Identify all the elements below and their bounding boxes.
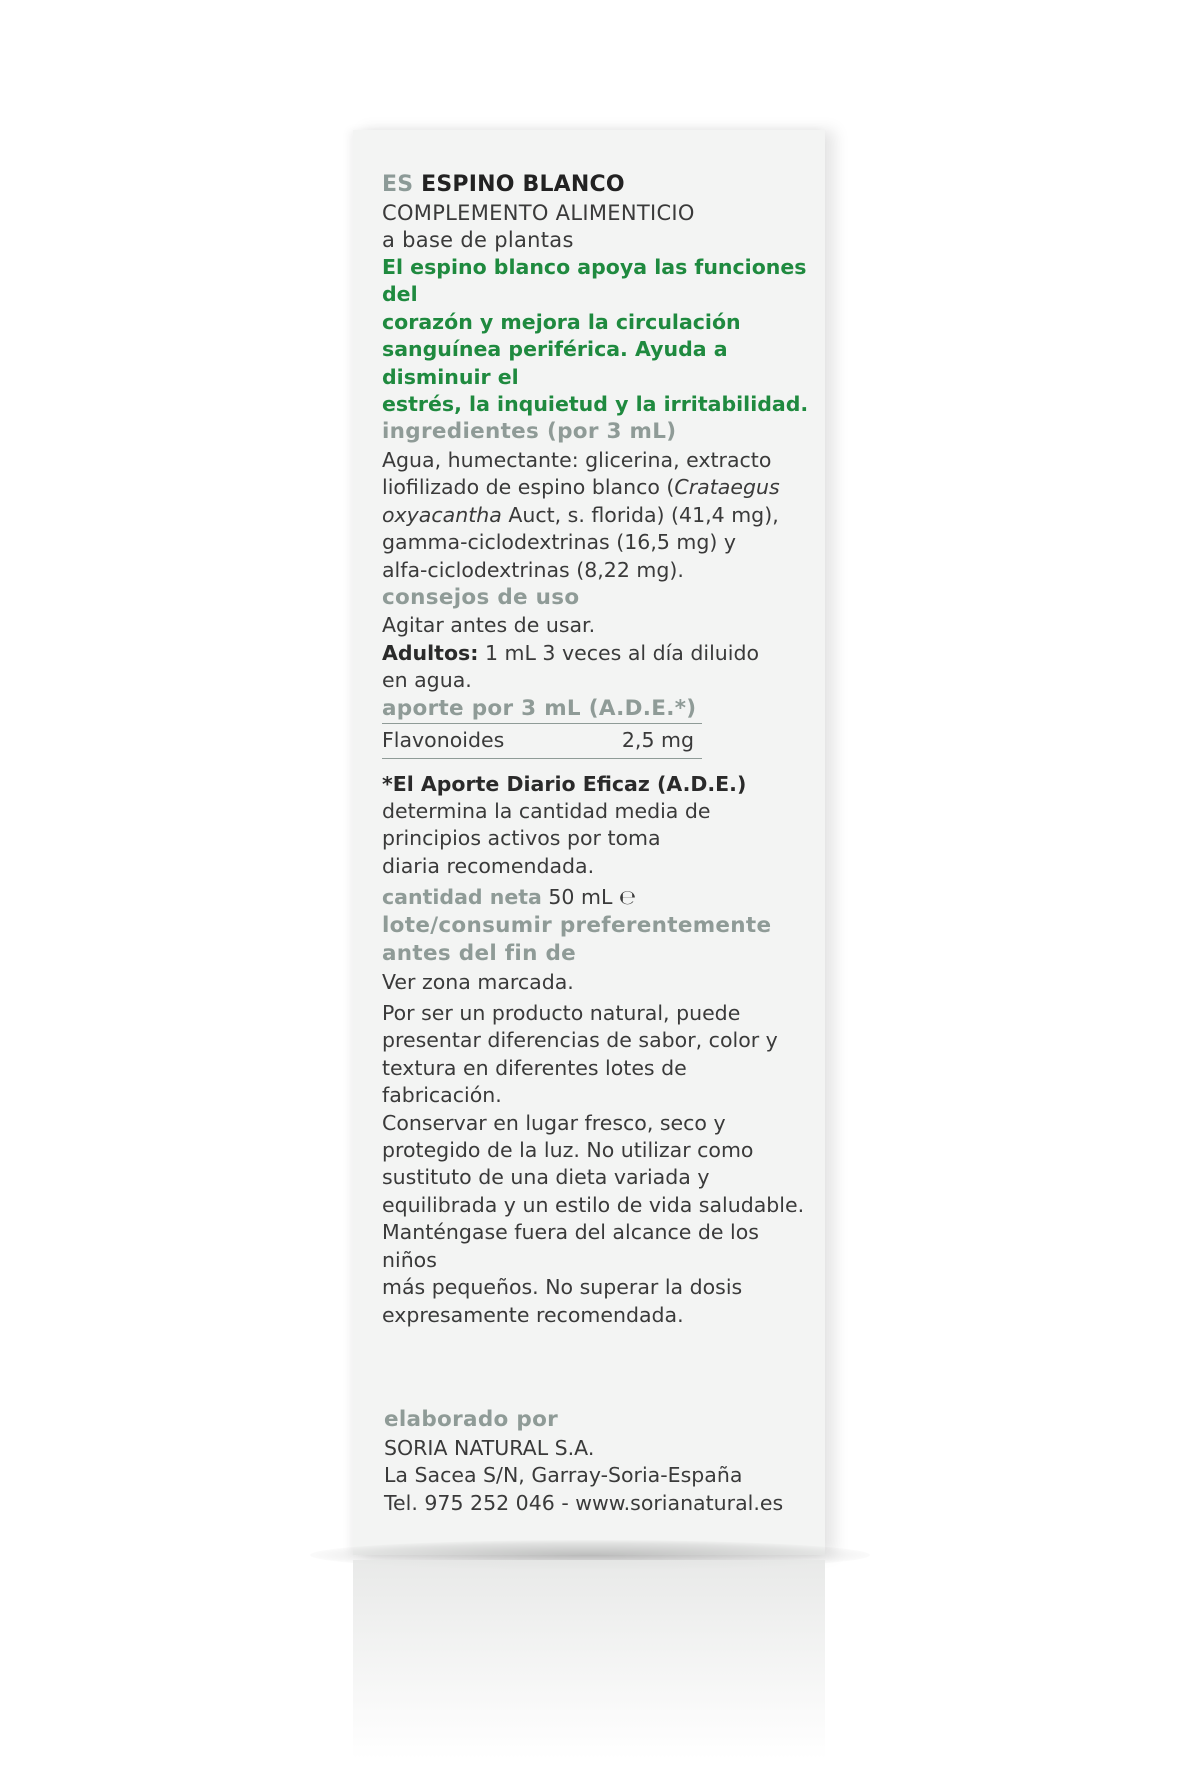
claim-line: sanguínea periférica. Ayuda a disminuir el [382, 337, 728, 389]
label-content [382, 170, 812, 1329]
ade-note-line: principios activos por toma [382, 826, 661, 851]
ade-note [382, 771, 812, 881]
language-code: ES [382, 172, 414, 197]
ingredients-text [382, 447, 812, 584]
warning-line: equilibrada y un estilo de vida saludable. [382, 1192, 805, 1217]
text-span: Auct, s. florida) (41,4 mg), [501, 502, 779, 527]
manufacturer-heading: elaborado por [384, 1407, 559, 1432]
ingredients-line [382, 474, 812, 501]
intake-row-name: Flavonoides [382, 728, 505, 753]
product-title [382, 170, 812, 200]
usage-line [382, 640, 812, 667]
box-reflection [353, 1560, 825, 1760]
ingredients-line [382, 502, 812, 529]
lot-heading-2: antes del fin de [382, 941, 577, 967]
estimated-sign-icon: ℮ [618, 885, 636, 910]
net-quantity-value: 50 mL [541, 885, 619, 910]
text-span: liofilizado de espino blanco ( [382, 475, 675, 500]
warning-line: presentar diferencias de sabor, color y [382, 1028, 778, 1053]
manufacturer-info [384, 1406, 804, 1517]
usage-line: en agua. [382, 668, 472, 693]
usage-heading: consejos de uso [382, 584, 580, 610]
warnings-text [382, 1000, 812, 1329]
warning-line: Por ser un producto natural, puede [382, 1001, 741, 1026]
intake-heading: aporte por 3 mL (A.D.E.*) [382, 695, 697, 721]
product-category-sub: a base de plantas [382, 228, 574, 252]
health-claim [382, 254, 812, 418]
warning-line: Conservar en lugar fresco, seco y [382, 1110, 726, 1135]
product-name: ESPINO BLANCO [421, 172, 625, 197]
warning-line: expresamente recomendada. [382, 1302, 684, 1327]
ingredients-line: gamma-ciclodextrinas (16,5 mg) y [382, 530, 737, 555]
claim-line: corazón y mejora la circulación [382, 309, 741, 334]
spacer [382, 759, 812, 771]
net-quantity-label: cantidad neta [382, 885, 542, 910]
usage-text [382, 612, 812, 694]
latin-name: oxyacantha [382, 502, 502, 527]
warning-line: más pequeños. No superar la dosis [382, 1275, 743, 1300]
manufacturer-address: La Sacea S/N, Garray-Soria-España [384, 1463, 743, 1487]
net-quantity [382, 884, 812, 911]
text-span: 1 mL 3 veces al día diluido [478, 640, 760, 665]
intake-table [382, 723, 702, 758]
lot-heading: lote/consumir preferentemente [382, 912, 772, 938]
adults-label: Adultos: [382, 640, 479, 665]
intake-row-value: 2,5 mg [621, 728, 694, 753]
product-category: COMPLEMENTO ALIMENTICIO [382, 201, 695, 225]
manufacturer-contact: Tel. 975 252 046 - www.sorianatural.es [384, 1490, 784, 1515]
warning-line: Manténgase fuera del alcance de los niños [382, 1220, 759, 1272]
ade-note-line: diaria recomendada. [382, 853, 595, 878]
claim-line: estrés, la inquietud y la irritabilidad. [382, 392, 809, 417]
lot-text: Ver zona marcada. [382, 969, 574, 994]
ingredients-heading: ingredientes (por 3 mL) [382, 419, 677, 445]
ade-note-line: determina la cantidad media de [382, 799, 711, 823]
claim-line: El espino blanco apoya las funciones del [382, 255, 807, 307]
usage-line: Agitar antes de usar. [382, 613, 596, 638]
warning-line: sustituto de una dieta variada y [382, 1165, 710, 1190]
warning-line: protegido de la luz. No utilizar como [382, 1138, 754, 1163]
manufacturer-name: SORIA NATURAL S.A. [384, 1435, 595, 1460]
ingredients-line: Agua, humectante: glicerina, extracto [382, 447, 772, 472]
ade-note-title: *El Aporte Diario Eficaz (A.D.E.) [382, 771, 747, 796]
ingredients-line: alfa-ciclodextrinas (8,22 mg). [382, 557, 684, 582]
warning-line: textura en diferentes lotes de fabricación. [382, 1055, 687, 1108]
latin-name: Crataegus [674, 475, 780, 500]
